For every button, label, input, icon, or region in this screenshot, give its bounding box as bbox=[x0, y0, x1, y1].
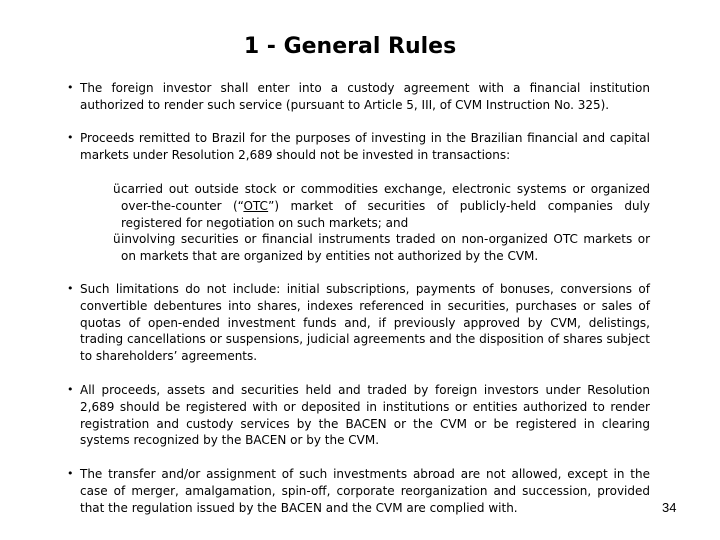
bullet-text: Such limitations do not include: initial subscriptions, payments of bonuses, conversions of convertible debentures into shares, indexes referenced in securities, purchases or sales of quotas of open-ended investment funds and, if previously approved by CVM, delistings, trading cancellations or suspensions, judicial agreements and the disposition of shares subject to shareholders’ agreements. bbox=[80, 282, 650, 364]
checkmark-icon: ü bbox=[113, 232, 121, 246]
bullet-item bbox=[67, 80, 650, 114]
otc-link[interactable]: OTC bbox=[243, 198, 269, 213]
sub-item bbox=[113, 181, 651, 231]
bullet-item bbox=[67, 130, 650, 164]
bullet-dot-icon: • bbox=[67, 383, 74, 396]
page-number: 34 bbox=[662, 500, 677, 515]
bullet-text: All proceeds, assets and securities held and traded by foreign investors under Resolution 2,689 should be registered with or deposited in institutions or entities authorized to render registration and custody services by the BACEN or the CVM or be registered in clearing systems recognized by the BACEN or by the CVM. bbox=[80, 383, 650, 448]
bullet-item bbox=[67, 382, 650, 449]
sub-item-text-after: ”) market of securities of publicly-held companies duly registered for negotiation on such markets; and bbox=[121, 198, 651, 230]
bullet-text: The foreign investor shall enter into a custody agreement with a financial institution authorized to render such service (pursuant to Article 5, III, of CVM Instruction No. 325). bbox=[80, 81, 650, 112]
bullet-item bbox=[67, 466, 650, 516]
bullet-dot-icon: • bbox=[67, 467, 74, 480]
sub-item bbox=[113, 231, 650, 265]
bullet-text: The transfer and/or assignment of such investments abroad are not allowed, except in the case of merger, amalgamation, spin-off, corporate reorganization and succession, provided that the regulation issued by the BACEN and the CVM are complied with. bbox=[80, 467, 650, 515]
bullet-item bbox=[67, 281, 650, 365]
bullet-text: Proceeds remitted to Brazil for the purposes of investing in the Brazilian financial and capital markets under Resolution 2,689 should not be invested in transactions: bbox=[80, 131, 650, 162]
slide-title: 1 - General Rules bbox=[243, 34, 457, 59]
bullet-dot-icon: • bbox=[67, 282, 74, 295]
bullet-dot-icon: • bbox=[67, 131, 74, 144]
sub-item-text: involving securities or financial instruments traded on non-organized OTC markets or on markets that are organized by entities not authorized by the CVM. bbox=[121, 232, 650, 263]
checkmark-icon: ü bbox=[113, 182, 121, 196]
sub-item-text-before: carried out outside stock or commodities exchange, electronic systems or organized over-the-counter (“ bbox=[121, 182, 650, 213]
bullet-dot-icon: • bbox=[67, 81, 74, 94]
